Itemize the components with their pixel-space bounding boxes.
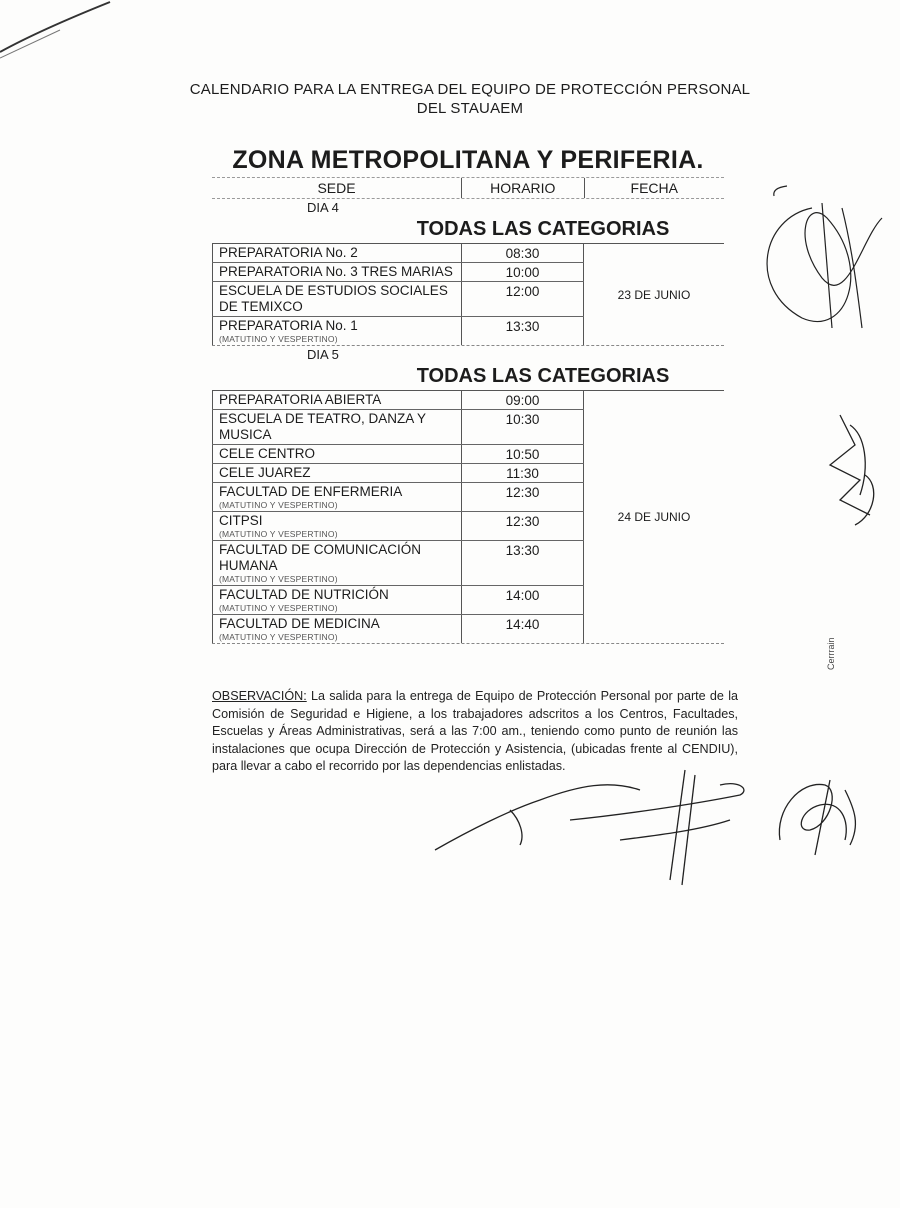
sede-cell: [212, 282, 462, 316]
sede-name: FACULTAD DE COMUNICACIÓN HUMANA: [219, 542, 422, 573]
table-row: [212, 541, 584, 586]
margin-handwritten-note: Cerrrain: [826, 637, 836, 670]
table-row: [212, 263, 584, 282]
sede-name: FACULTAD DE NUTRICIÓN: [219, 587, 389, 602]
sede-name: CITPSI: [219, 513, 263, 528]
signature-center: [430, 760, 760, 890]
rows-column: [212, 391, 584, 643]
horario-cell: 10:30: [462, 410, 584, 444]
sede-cell: [212, 263, 462, 281]
document-title: [150, 80, 790, 118]
title-line-2: DEL STAUAEM: [416, 100, 524, 117]
days-container: [212, 199, 724, 644]
shift-note: (MATUTINO Y VESPERTINO): [219, 500, 338, 510]
sede-name: FACULTAD DE MEDICINA: [219, 616, 380, 631]
table-row: [212, 317, 584, 345]
category-heading: TODAS LAS CATEGORIAS: [212, 363, 724, 391]
sede-cell: [212, 615, 462, 643]
horario-cell: 14:40: [462, 615, 584, 643]
sede-name: CELE JUAREZ: [219, 465, 311, 480]
horario-cell: 11:30: [462, 464, 584, 482]
sede-cell: [212, 317, 462, 345]
sede-cell: [212, 445, 462, 463]
horario-cell: 09:00: [462, 391, 584, 409]
shift-note: (MATUTINO Y VESPERTINO): [219, 574, 338, 584]
table-row: [212, 282, 584, 317]
sede-cell: [212, 410, 462, 444]
horario-cell: 14:00: [462, 586, 584, 614]
signature-right-3: [770, 770, 870, 860]
corner-fold-mark: [0, 0, 120, 60]
sede-cell: [212, 391, 462, 409]
horario-cell: 12:30: [462, 512, 584, 540]
horario-cell: 10:50: [462, 445, 584, 463]
table-row: [212, 512, 584, 541]
day-rows-block: [212, 391, 724, 644]
sede-name: PREPARATORIA No. 1: [219, 318, 358, 333]
observation-text: La salida para la entrega de Equipo de Protección Personal por parte de la Comisión de Seguridad e Higiene, a los trabajadores adscritos a los Centros, Facultades, Escuelas y Áreas Administrativas, será a las 7:00 am., teniendo como punto de reunión las instalaciones que ocupa Dirección de Protección y Asistencia, (ubicadas frente al CENDIU), para llevar a cabo el recorrido por las dependencias enlistadas.: [212, 689, 738, 774]
horario-cell: 12:30: [462, 483, 584, 511]
table-row: [212, 410, 584, 445]
sede-name: PREPARATORIA ABIERTA: [219, 392, 382, 407]
sede-cell: [212, 512, 462, 540]
sede-cell: [212, 244, 462, 262]
horario-cell: 08:30: [462, 244, 584, 262]
signature-right-1: [752, 178, 892, 338]
sede-name: CELE CENTRO: [219, 446, 316, 461]
title-line-1: CALENDARIO PARA LA ENTREGA DEL EQUIPO DE PROTECCIÓN PERSONAL: [189, 81, 751, 98]
horario-cell: 12:00: [462, 282, 584, 316]
table-row: [212, 391, 584, 410]
table-row: [212, 445, 584, 464]
table-row: [212, 244, 584, 263]
sede-name: PREPARATORIA No. 2: [219, 245, 358, 260]
sede-cell: [212, 586, 462, 614]
horario-cell: 10:00: [462, 263, 584, 281]
sede-name: FACULTAD DE ENFERMERIA: [219, 484, 403, 499]
observation-label: OBSERVACIÓN:: [212, 689, 307, 703]
rows-column: [212, 244, 584, 345]
sede-cell: [212, 483, 462, 511]
table-header: [212, 178, 724, 199]
sede-name: ESCUELA DE TEATRO, DANZA Y MUSICA: [219, 411, 426, 442]
sede-cell: [212, 464, 462, 482]
signature-right-2: [810, 405, 900, 535]
header-fecha: FECHA: [630, 180, 678, 196]
schedule-table: [212, 143, 724, 644]
horario-cell: 13:30: [462, 541, 584, 585]
sede-name: PREPARATORIA No. 3 TRES MARIAS: [219, 264, 453, 279]
sede-name: ESCUELA DE ESTUDIOS SOCIALES DE TEMIXCO: [219, 283, 448, 314]
day-rows-block: [212, 244, 724, 346]
shift-note: (MATUTINO Y VESPERTINO): [219, 334, 338, 344]
table-row: [212, 615, 584, 643]
fecha-cell: 24 DE JUNIO: [617, 510, 691, 524]
sede-cell: [212, 541, 462, 585]
shift-note: (MATUTINO Y VESPERTINO): [219, 529, 338, 539]
day-label: DIA 4: [307, 200, 339, 215]
shift-note: (MATUTINO Y VESPERTINO): [219, 632, 338, 642]
table-row: [212, 586, 584, 615]
category-heading: TODAS LAS CATEGORIAS: [212, 216, 724, 244]
fecha-cell: 23 DE JUNIO: [617, 287, 691, 302]
day-label: DIA 5: [307, 347, 339, 362]
shift-note: (MATUTINO Y VESPERTINO): [219, 603, 338, 613]
table-row: [212, 464, 584, 483]
table-row: [212, 483, 584, 512]
zone-heading: ZONA METROPOLITANA Y PERIFERIA.: [212, 143, 724, 178]
header-sede: SEDE: [317, 180, 356, 196]
horario-cell: 13:30: [462, 317, 584, 345]
header-horario: HORARIO: [461, 178, 585, 198]
